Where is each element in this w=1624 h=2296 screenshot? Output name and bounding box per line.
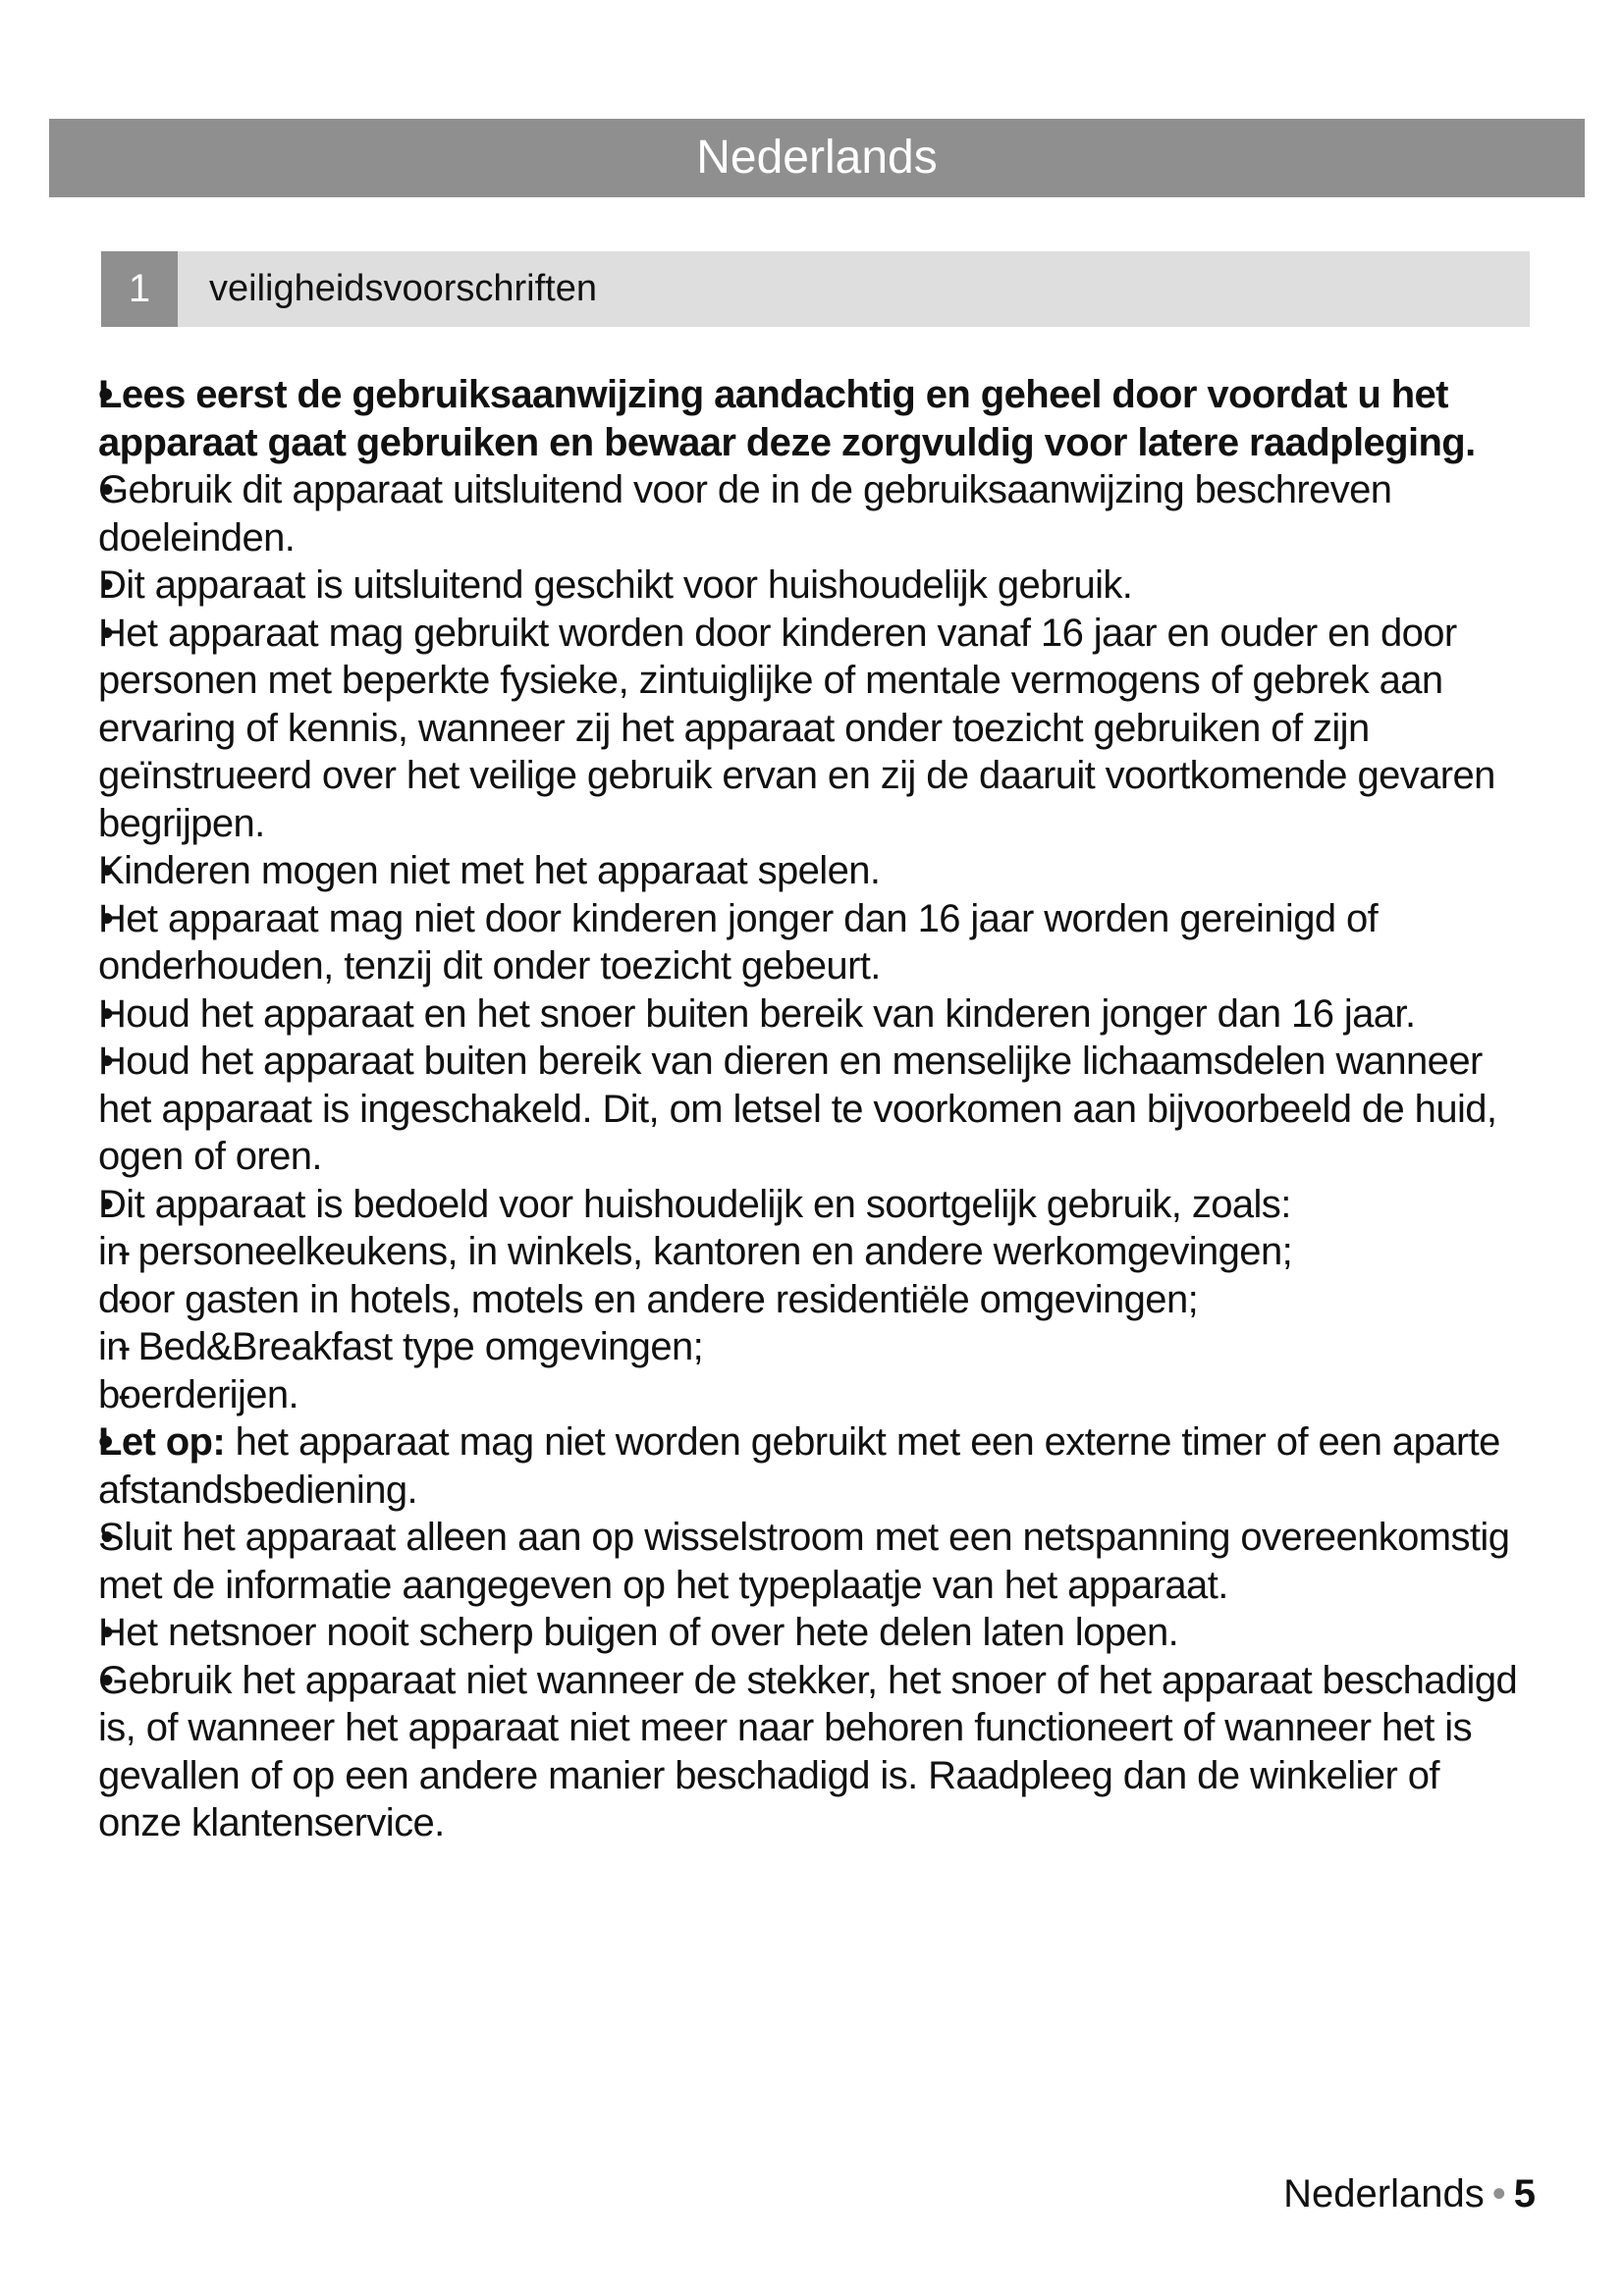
list-item-text: Gebruik dit apparaat uitsluitend voor de in de gebruiksaanwijzing beschreven doeleinden. [98,468,1392,560]
list-item [98,1657,1532,1847]
list-item [98,1609,1532,1657]
footer-language: Nederlands [1283,2172,1485,2216]
list-item [98,847,1532,895]
sub-list-item-text: in Bed&Breakfast type omgevingen; [98,1325,704,1368]
intro-text: Lees eerst de gebruiksaanwijzing aandachtig en geheel door voordat u het apparaat gaat gebruiken en bewaar deze zorgvuldig voor latere raadpleging. [98,373,1476,464]
note-item [98,1418,1532,1514]
list-item-text: Houd het apparaat en het snoer buiten bereik van kinderen jonger dan 16 jaar. [98,991,1416,1036]
list-item-text: Houd het apparaat buiten bereik van dieren en menselijke lichaamsdelen wanneer het apparaat is ingeschakeld. Dit, om letsel te voorkomen aan bijvoorbeeld de huid, ogen of oren. [98,1040,1497,1178]
list-item-text: Kinderen mogen niet met het apparaat spelen. [98,849,881,892]
sub-list-item-text: in personeelkeukens, in winkels, kantoren en andere werkomgevingen; [98,1230,1293,1273]
page-number: 5 [1513,2172,1536,2216]
list-item-text: Het apparaat mag gebruikt worden door kinderen vanaf 16 jaar en ouder en door personen met beperkte fysieke, zintuiglijke of mentale vermogens of gebrek aan ervaring of kennis, wanneer zij het apparaat onder toezicht gebruiken of zijn geïnstrueerd over het veilige gebruik ervan en zij de daaruit voortkomende gevaren begrijpen. [98,611,1495,845]
intro-bullet [98,371,1532,466]
section-number: 1 [101,251,178,327]
language-header: Nederlands [49,119,1585,197]
note-text: het apparaat mag niet worden gebruikt met een externe timer of een aparte afstandsbediening. [98,1420,1500,1512]
list-item [98,466,1532,561]
section-title: veiligheidsvoorschriften [209,268,597,309]
sub-list-item-text: boerderijen. [98,1372,299,1416]
list-item-text: Sluit het apparaat alleen aan op wisselstroom met een netspanning overeenkomstig met de informatie aangegeven op het typeplaatje van het apparaat. [98,1516,1510,1607]
section-header [101,251,1530,327]
list-item [98,610,1532,848]
list-item-text: Het apparaat mag niet door kinderen jonger dan 16 jaar worden gereinigd of onderhouden, tenzij dit onder toezicht gebeurt. [98,896,1379,988]
list-item [98,895,1532,990]
sub-list-item [98,1371,1532,1419]
safety-instructions-list [98,371,1532,1847]
sub-list-item-text: door gasten in hotels, motels en andere residentiële omgevingen; [98,1277,1199,1321]
list-item-text: Het netsnoer nooit scherp buigen of over hete delen laten lopen. [98,1611,1179,1654]
list-item-text: Gebruik het apparaat niet wanneer de stekker, het snoer of het apparaat beschadigd is, of wanneer het apparaat niet meer naar behoren functioneert of wanneer het is gevallen of op een andere manier beschadigd is. Raadpleeg dan de winkelier of onze klantenservice. [98,1658,1518,1844]
list-item [98,1038,1532,1181]
list-item [98,1514,1532,1609]
list-item-text: Dit apparaat is uitsluitend geschikt voor huishoudelijk gebruik. [98,563,1133,607]
sub-list-item [98,1276,1532,1324]
list-item [98,561,1532,610]
sub-list-item [98,1323,1532,1371]
sub-list-item [98,1228,1532,1276]
note-label: Let op: [98,1420,226,1464]
list-item [98,990,1532,1039]
page-footer [1283,2169,1536,2218]
list-item-text: Dit apparaat is bedoeld voor huishoudelijk en soortgelijk gebruik, zoals: [98,1182,1291,1226]
footer-separator: • [1491,2172,1506,2216]
list-item [98,1181,1532,1229]
